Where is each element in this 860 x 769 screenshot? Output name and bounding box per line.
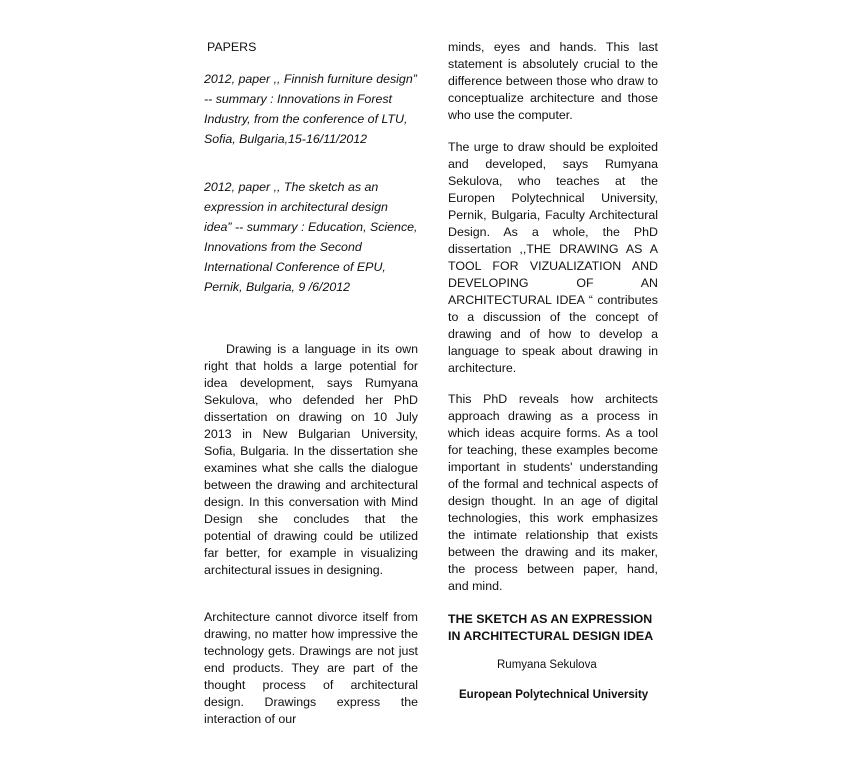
author-name: Rumyana Sekulova: [497, 659, 597, 671]
body-paragraph-3: minds, eyes and hands. This last statement is absolutely crucial to the difference between those who draw to conceptualize architecture and those who use the computer.: [448, 40, 658, 122]
body-paragraph-5: This PhD reveals how architects approach drawing as a process in which ideas acquire forms. As a tool for teaching, these examples become important in students' understanding of the formal and technical aspects of design thought. In an age of digital technologies, this work emphasizes the intimate relationship that exists between the drawing and its maker, the process between paper, hand, and mind.: [448, 392, 658, 593]
body-paragraph-1: Drawing is a language in its own right that holds a large potential for idea development, says Rumyana Sekulova, who defended her PhD dissertation on drawing on 10 July 2013 in New Bulgarian University, Sofia, Bulgaria. In the dissertation she examines what she calls the dialogue between the drawing and architectural design. In this conversation with Mind Design she concludes that the potential of drawing could be utilized far better, for example in visualizing architectural issues in designing.: [204, 342, 418, 577]
article-title: THE SKETCH AS AN EXPRESSION IN ARCHITECTURAL DESIGN IDEA: [448, 612, 654, 643]
publication-2: 2012, paper ,, The sketch as an expression in architectural design idea” -- summary : Education, Science, Innovations from the Second International Conference of EPU, Pernik, Bulgaria, 9 /6/2012: [204, 180, 418, 294]
papers-heading: PAPERS: [207, 40, 257, 54]
body-paragraph-4: The urge to draw should be exploited and developed, says Rumyana Sekulova, who teaches at the Europen Polytechnical University, Pernik, Bulgaria, Faculty Architectural Design. As a whole, the PhD dissertation ,,THE DRAWING AS A TOOL FOR VIZUALIZATION AND DEVELOPING OF AN ARCHITECTURAL IDEA “ contributes to a discussion of the concept of drawing and of how to develop a language to speak about drawing in architecture.: [448, 140, 658, 375]
publication-1: 2012, paper ,, Finnish furniture design” -- summary : Innovations in Forest Industry, from the conference of LTU, Sofia, Bulgaria,15-16/11/2012: [204, 72, 417, 146]
author-affiliation: European Polytechnical University: [459, 689, 649, 701]
body-paragraph-2: Architecture cannot divorce itself from drawing, no matter how impressive the technology gets. Drawings are not just end products. They are part of the thought process of architectural design. Drawings express the interaction of our: [204, 610, 418, 726]
